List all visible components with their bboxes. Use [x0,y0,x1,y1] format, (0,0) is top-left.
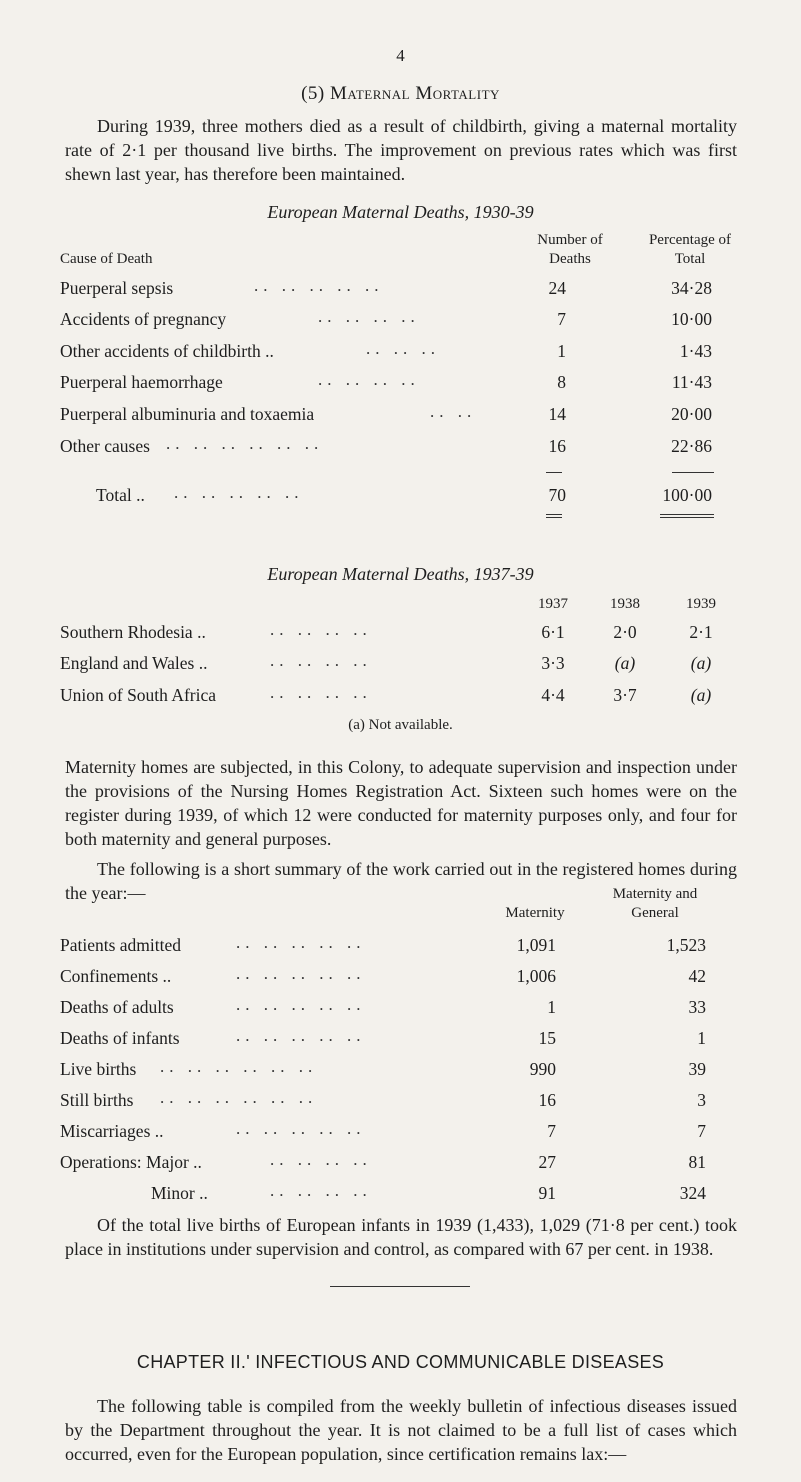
intro-paragraph [65,114,737,186]
table3-row-general: 1 [697,1028,706,1048]
table1-row-deaths: 1 [557,341,566,361]
table3-row-label: Live births [60,1059,137,1079]
table1-col-pct-line1: Percentage of [648,232,732,248]
table3-row-leader: .. .. .. .. [270,1181,372,1200]
table3-row-leader: .. .. .. .. .. [236,1119,366,1138]
table2-footnote: (a) Not available. [348,717,453,733]
table2-cell: 2·1 [689,622,713,642]
table1-row-leader: .. .. .. .. [318,370,420,389]
table1-row-pct: 1·43 [679,341,712,361]
summary-paragraph-text: The following is a short summary of the work carried out in the registered homes during the year:— [65,859,737,903]
table3-row-general: 7 [697,1121,706,1141]
table2-cell: (a) [690,685,712,705]
homes-paragraph [65,755,737,851]
table1-row-leader: .. .. .. [366,339,440,358]
table2-year-1939: 1939 [686,596,716,612]
homes-paragraph-text: Maternity homes are subjected, in this Colony, to adequate supervision and inspection under the provisions of the Nursing Homes Registration Act. Sixteen such homes were on the register during 1939, of which 12 were conducted for maternity purposes only, and four for both maternity and general purposes. [65,757,737,849]
table1-row-deaths: 8 [557,372,566,392]
table1-row-pct: 11·43 [671,372,712,392]
table1-row-pct: 22·86 [671,436,712,456]
table3-row-leader: .. .. .. .. .. .. [160,1088,318,1107]
table2-row-label: England and Wales .. [60,653,208,673]
table3-row-leader: .. .. .. .. .. [236,995,366,1014]
table2-row-label: Union of South Africa [60,685,217,705]
table2-cell: 4·4 [541,685,565,705]
table1-col-number-line1: Number of [537,232,603,248]
table3-row-leader: .. .. .. .. [270,1150,372,1169]
table2-title: European Maternal Deaths, 1937-39 [267,564,534,584]
table2-cell: 6·1 [541,622,565,642]
table3-row-general: 33 [688,997,706,1017]
table3-col-maternity: Maternity [505,905,565,921]
table3-row-label: Miscarriages .. [60,1121,164,1141]
table2-row-label: Southern Rhodesia .. [60,622,206,642]
table2-cell: 2·0 [613,622,637,642]
table3-col-general-line1: Maternity and [612,886,698,902]
table1-pct-total-rule-top [660,514,714,515]
table3-row-label: Operations: Major .. [60,1152,202,1172]
table3-row-label: Confinements .. [60,966,172,986]
births-paragraph [65,1213,737,1261]
table1-row-leader: .. .. [430,402,477,421]
table3-row-label: Minor .. [151,1183,208,1203]
table1-row-leader: .. .. .. .. [318,307,420,326]
table1-deaths-subtotal-rule [546,472,562,473]
table1-row-label: Accidents of pregnancy [60,309,227,329]
page-number: 4 [396,46,405,65]
table3-row-label: Patients admitted [60,935,182,955]
table1-total-deaths: 70 [548,485,566,505]
table3-row-general: 42 [688,966,706,986]
table2-cell: (a) [614,653,636,673]
table1-col-pct-line2: Total [674,251,706,267]
table2-cell: 3·7 [613,685,637,705]
table3-row-maternity: 1,091 [516,935,556,955]
table3-row-general: 3 [697,1090,706,1110]
table3-row-maternity: 1,006 [516,966,556,986]
table2-year-1938: 1938 [610,596,640,612]
table3-row-maternity: 990 [529,1059,556,1079]
table1-title: European Maternal Deaths, 1930-39 [267,202,534,222]
table3-row-general: 1,523 [666,935,706,955]
table3-row-maternity: 16 [538,1090,556,1110]
table2-row-leader: .. .. .. .. [270,651,372,670]
chapter-paragraph [65,1394,737,1466]
table1-total-pct: 100·00 [662,485,712,505]
table3-row-general: 324 [679,1183,706,1203]
table1-row-label: Puerperal sepsis [60,278,174,298]
table1-pct-subtotal-rule [672,472,714,473]
table3-row-label: Still births [60,1090,134,1110]
table1-col-cause: Cause of Death [60,251,153,267]
table3-col-general-line2: General [631,905,679,921]
table1-deaths-total-rule-top [546,514,562,515]
table1-row-label: Other causes [60,436,150,456]
table3-row-leader: .. .. .. .. .. [236,1026,366,1045]
table1-row-leader: .. .. .. .. .. [254,276,384,295]
table3-row-leader: .. .. .. .. .. [236,933,366,952]
chapter-paragraph-text: The following table is compiled from the weekly bulletin of infectious diseases issued by the Department throughout the year. It is not claimed to be a full list of cases which occurred, even for the European population, since certification remains lax:— [65,1396,737,1464]
table1-deaths-total-rule-bottom [546,517,562,518]
table1-col-number-line2: Deaths [549,251,591,267]
table1-row-deaths: 16 [548,436,566,456]
table1-pct-total-rule-bottom [660,517,714,518]
table3-row-maternity: 91 [538,1183,556,1203]
table2-year-1937: 1937 [538,596,568,612]
table1-row-pct: 10·00 [671,309,712,329]
table1-total-label: Total .. [96,485,145,505]
table1-row-pct: 34·28 [671,278,712,298]
table1-row-pct: 20·00 [671,404,712,424]
table3-row-maternity: 15 [538,1028,556,1048]
table1-total-leader: .. .. .. .. .. [174,483,304,502]
table3-row-maternity: 1 [547,997,556,1017]
table2-row-leader: .. .. .. .. [270,620,372,639]
table1-row-label: Puerperal haemorrhage [60,372,223,392]
table1-row-deaths: 7 [557,309,566,329]
table3-row-maternity: 7 [547,1121,556,1141]
table1-row-deaths: 14 [548,404,566,424]
table3-row-label: Deaths of infants [60,1028,180,1048]
table3-row-label: Deaths of adults [60,997,174,1017]
chapter-heading: CHAPTER II.' INFECTIOUS AND COMMUNICABLE DISEASES [136,1352,665,1372]
section-divider [330,1286,470,1287]
births-paragraph-text: Of the total live births of European infants in 1939 (1,433), 1,029 (71·8 per cent.) took place in institutions under supervision and control, as compared with 67 per cent. in 1938. [65,1215,737,1259]
intro-paragraph-text: During 1939, three mothers died as a result of childbirth, giving a maternal mortality rate of 2·1 per thousand live births. The improvement on previous rates which was first shewn last year, has therefore been maintained. [65,116,737,184]
table2-cell: 3·3 [541,653,565,673]
table1-row-label: Other accidents of childbirth .. [60,341,274,361]
table3-row-general: 39 [688,1059,706,1079]
table3-row-leader: .. .. .. .. .. [236,964,366,983]
table2-row-leader: .. .. .. .. [270,683,372,702]
table3-row-leader: .. .. .. .. .. .. [160,1057,318,1076]
table1-row-label: Puerperal albuminuria and toxaemia [60,404,315,424]
table1-row-leader: .. .. .. .. .. .. [166,434,324,453]
table2-cell: (a) [690,653,712,673]
section-heading: (5) Maternal Mortality [301,83,500,104]
table3-row-general: 81 [688,1152,706,1172]
table3-row-maternity: 27 [538,1152,556,1172]
table1-row-deaths: 24 [548,278,566,298]
